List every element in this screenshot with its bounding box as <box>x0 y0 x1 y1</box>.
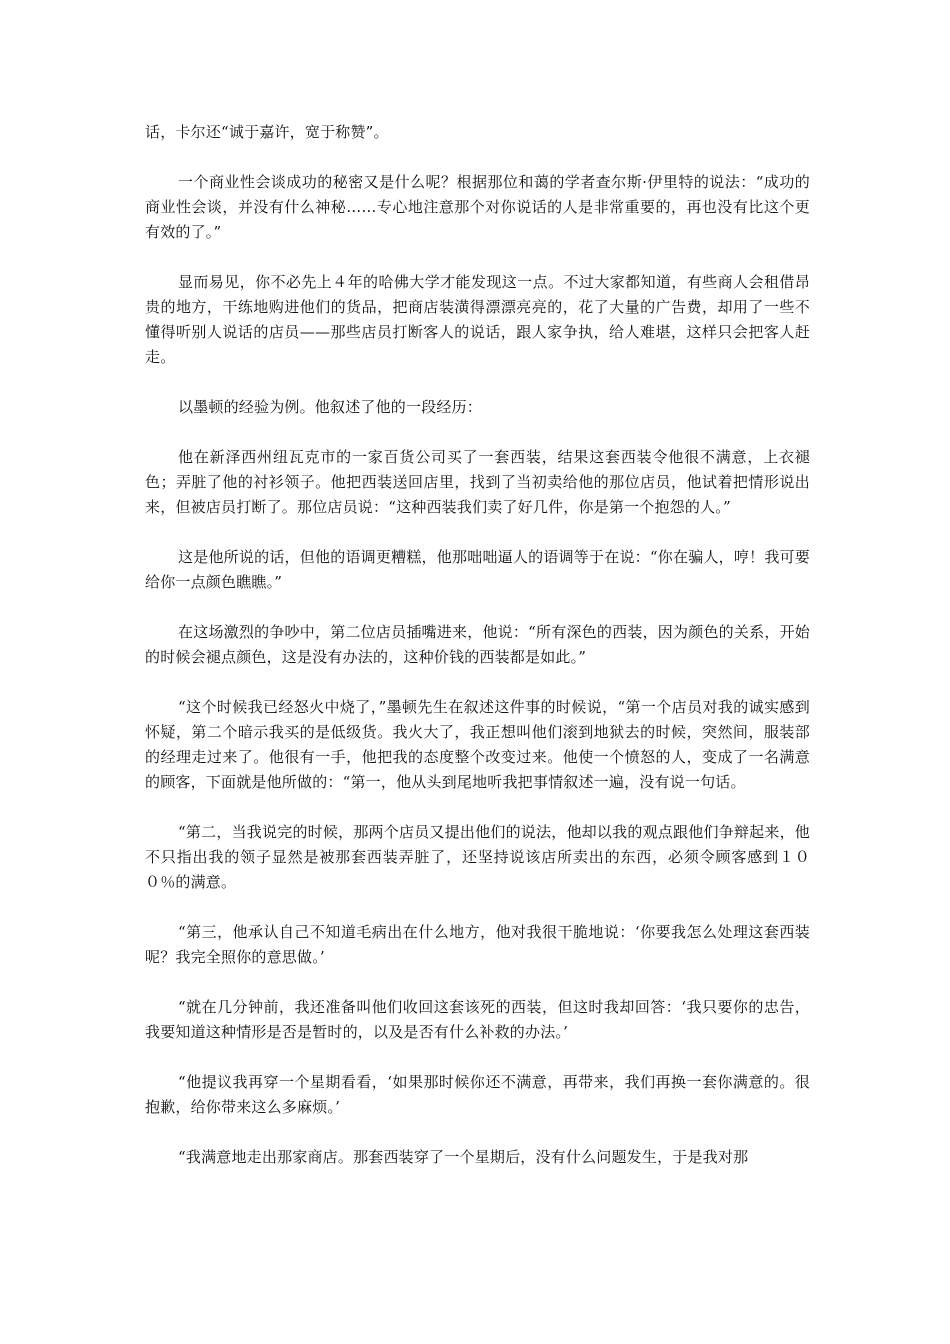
paragraph: 他在新泽西州纽瓦克市的一家百货公司买了一套西装，结果这套西装令他很不满意，上衣褪色；弄脏了他的衬衫领子。他把西装送回店里，找到了当初卖给他的那位店员，他试着把情形说出来，但被店员打断了。那位店员说：“这种西装我们卖了好几件，你是第一个抱怨的人。” <box>145 448 810 516</box>
paragraph: 以墨顿的经验为例。他叙述了他的一段经历： <box>178 398 483 416</box>
paragraph: “第二，当我说完的时候，那两个店员又提出他们的说法，他却以我的观点跟他们争辩起来，他不只指出我的领子显然是被那套西装弄脏了，还坚持说该店所卖出的东西，必须令顾客感到１００％的满意。 <box>145 823 810 891</box>
paragraph: 这是他所说的话，但他的语调更糟糕，他那咄咄逼人的语调等于在说：“你在骗人，哼！我可要给你一点颜色瞧瞧。” <box>145 548 810 591</box>
paragraph: 话，卡尔还“诚于嘉许，宽于称赞”。 <box>145 123 389 141</box>
paragraph: “我满意地走出那家商店。那套西装穿了一个星期后，没有什么问题发生，于是我对那 <box>178 1148 749 1166</box>
paragraph: 在这场激烈的争吵中，第二位店员插嘴进来，他说：“所有深色的西装，因为颜色的关系，开始的时候会褪点颜色，这是没有办法的，这种价钱的西装都是如此。” <box>145 623 810 666</box>
paragraph: “就在几分钟前，我还准备叫他们收回这套该死的西装，但这时我却回答：‘我只要你的忠告，我要知道这种情形是否是暂时的，以及是否有什么补救的办法。’ <box>145 998 810 1041</box>
paragraph: 显而易见，你不必先上４年的哈佛大学才能发现这一点。不过大家都知道，有些商人会租借昂贵的地方，干练地购进他们的货品，把商店装潢得漂漂亮亮的，花了大量的广告费，却用了一些不懂得听别人说话的店员——那些店员打断客人的说话，跟人家争执，给人难堪，这样只会把客人赶走。 <box>145 273 810 366</box>
paragraph: “第三，他承认自己不知道毛病出在什么地方，他对我很干脆地说：‘你要我怎么处理这套西装呢？我完全照你的意思做。’ <box>145 923 810 966</box>
paragraph: “他提议我再穿一个星期看看，‘如果那时候你还不满意，再带来，我们再换一套你满意的。很抱歉，给你带来这么多麻烦。’ <box>145 1073 810 1116</box>
paragraph: 一个商业性会谈成功的秘密又是什么呢？根据那位和蔼的学者查尔斯·伊里特的说法：“成功的商业性会谈，并没有什么神秘……专心地注意那个对你说话的人是非常重要的，再也没有比这个更有效的了。” <box>145 173 810 241</box>
paragraph: “这个时候我已经怒火中烧了，”墨顿先生在叙述这件事的时候说，“第一个店员对我的诚实感到怀疑，第二个暗示我买的是低级货。我火大了，我正想叫他们滚到地狱去的时候，突然间，服装部的经理走过来了。他很有一手，他把我的态度整个改变过来。他使一个愤怒的人，变成了一名满意的顾客，下面就是他所做的：“第一，他从头到尾地听我把事情叙述一遍，没有说一句话。 <box>145 698 810 791</box>
document-body <box>145 120 810 1195</box>
